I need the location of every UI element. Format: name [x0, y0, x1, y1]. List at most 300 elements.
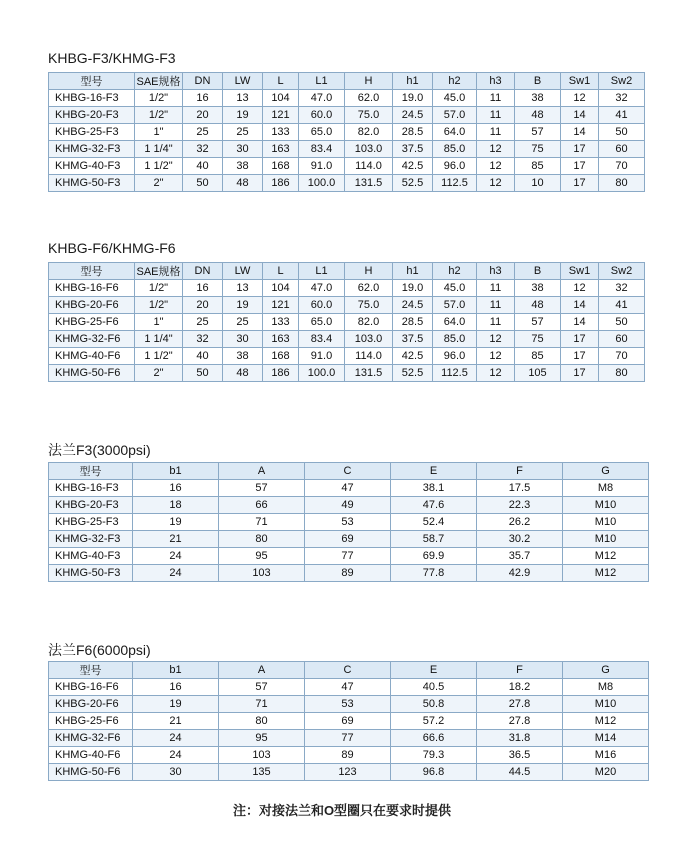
- table-row: [49, 314, 645, 331]
- table-cell: 77: [305, 548, 391, 565]
- table-cell: 22.3: [477, 497, 563, 514]
- table-cell: 30: [133, 764, 219, 781]
- table-row: [49, 175, 645, 192]
- table-cell: 12: [477, 141, 515, 158]
- table-cell: 12: [477, 331, 515, 348]
- model-cell: KHBG-16-F6: [49, 280, 135, 297]
- flange-table-f3: [48, 462, 649, 582]
- table-cell: 30.2: [477, 531, 563, 548]
- table-cell: 41: [599, 107, 645, 124]
- table-cell: 11: [477, 297, 515, 314]
- table-cell: 58.7: [391, 531, 477, 548]
- table-cell: 19: [133, 696, 219, 713]
- table-cell: 85: [515, 348, 561, 365]
- column-header: E: [391, 463, 477, 480]
- table-row: [49, 280, 645, 297]
- table-cell: 47.6: [391, 497, 477, 514]
- table-cell: 131.5: [345, 365, 393, 382]
- table-cell: 112.5: [433, 175, 477, 192]
- table-cell: 89: [305, 565, 391, 582]
- table-cell: 52.5: [393, 365, 433, 382]
- table-row: [49, 565, 649, 582]
- table-cell: 27.8: [477, 696, 563, 713]
- table-cell: 25: [223, 314, 263, 331]
- table-cell: 40: [183, 158, 223, 175]
- table-row: [49, 713, 649, 730]
- table-cell: 25: [183, 314, 223, 331]
- table-cell: 27.8: [477, 713, 563, 730]
- column-header: DN: [183, 73, 223, 90]
- section-title-khbg-f6: KHBG-F6/KHMG-F6: [48, 240, 176, 256]
- table-cell: 100.0: [299, 175, 345, 192]
- table-cell: 75.0: [345, 107, 393, 124]
- model-cell: KHMG-32-F3: [49, 141, 135, 158]
- table-cell: 38.1: [391, 480, 477, 497]
- table-cell: 1/2": [135, 90, 183, 107]
- table-cell: 14: [561, 107, 599, 124]
- table-cell: 19.0: [393, 280, 433, 297]
- column-header: 型号: [49, 662, 133, 679]
- column-header: F: [477, 662, 563, 679]
- model-cell: KHMG-32-F6: [49, 331, 135, 348]
- table-cell: 133: [263, 314, 299, 331]
- table-cell: 52.4: [391, 514, 477, 531]
- column-header: h3: [477, 73, 515, 90]
- model-cell: KHBG-25-F6: [49, 314, 135, 331]
- column-header: 型号: [49, 73, 135, 90]
- column-header: DN: [183, 263, 223, 280]
- table-cell: M10: [563, 514, 649, 531]
- table-cell: 2": [135, 175, 183, 192]
- table-cell: 2": [135, 365, 183, 382]
- table-cell: 83.4: [299, 141, 345, 158]
- table-cell: 19: [133, 514, 219, 531]
- column-header: b1: [133, 463, 219, 480]
- table-cell: 24.5: [393, 297, 433, 314]
- table-cell: 85: [515, 158, 561, 175]
- model-cell: KHMG-40-F6: [49, 348, 135, 365]
- table-cell: 38: [223, 348, 263, 365]
- table-row: [49, 331, 645, 348]
- table-cell: 21: [133, 713, 219, 730]
- table-cell: 60.0: [299, 107, 345, 124]
- table-cell: 57: [219, 480, 305, 497]
- table-cell: 14: [561, 297, 599, 314]
- section-title-flange-f6: 法兰F6(6000psi): [48, 642, 151, 658]
- table-cell: 50: [183, 365, 223, 382]
- table-cell: 42.5: [393, 158, 433, 175]
- table-cell: 17: [561, 175, 599, 192]
- column-header: H: [345, 263, 393, 280]
- table-cell: 24.5: [393, 107, 433, 124]
- table-cell: 35.7: [477, 548, 563, 565]
- table-cell: 75: [515, 331, 561, 348]
- table-cell: 1": [135, 314, 183, 331]
- table-cell: M12: [563, 565, 649, 582]
- column-header: LW: [223, 263, 263, 280]
- table-cell: 60: [599, 141, 645, 158]
- table-cell: 14: [561, 124, 599, 141]
- column-header: SAE规格: [135, 263, 183, 280]
- column-header: B: [515, 263, 561, 280]
- table-cell: 44.5: [477, 764, 563, 781]
- table-cell: 24: [133, 565, 219, 582]
- table-cell: 18.2: [477, 679, 563, 696]
- model-cell: KHMG-32-F6: [49, 730, 133, 747]
- table-cell: 36.5: [477, 747, 563, 764]
- table-cell: 19: [223, 107, 263, 124]
- table-row: [49, 141, 645, 158]
- table-cell: 13: [223, 90, 263, 107]
- model-cell: KHBG-25-F3: [49, 514, 133, 531]
- column-header: L: [263, 73, 299, 90]
- table-cell: 24: [133, 730, 219, 747]
- column-header: 型号: [49, 463, 133, 480]
- table-cell: 16: [133, 480, 219, 497]
- table-cell: 17: [561, 141, 599, 158]
- column-header: h3: [477, 263, 515, 280]
- table-cell: 168: [263, 158, 299, 175]
- table-cell: 28.5: [393, 124, 433, 141]
- table-cell: 42.9: [477, 565, 563, 582]
- model-cell: KHBG-20-F3: [49, 107, 135, 124]
- column-header: C: [305, 463, 391, 480]
- table-cell: 57: [515, 314, 561, 331]
- table-cell: 57.0: [433, 107, 477, 124]
- table-cell: 69: [305, 531, 391, 548]
- model-cell: KHBG-16-F3: [49, 480, 133, 497]
- table-row: [49, 548, 649, 565]
- table-cell: 1 1/4": [135, 331, 183, 348]
- table-cell: 10: [515, 175, 561, 192]
- table-cell: 16: [183, 90, 223, 107]
- table-cell: M14: [563, 730, 649, 747]
- table-cell: 75: [515, 141, 561, 158]
- table-cell: 11: [477, 124, 515, 141]
- table-cell: 105: [515, 365, 561, 382]
- column-header: B: [515, 73, 561, 90]
- column-header: 型号: [49, 263, 135, 280]
- table-cell: 26.2: [477, 514, 563, 531]
- table-cell: 85.0: [433, 141, 477, 158]
- table-cell: 12: [561, 90, 599, 107]
- table-cell: 75.0: [345, 297, 393, 314]
- table-cell: 16: [133, 679, 219, 696]
- table-cell: 163: [263, 141, 299, 158]
- table-cell: 91.0: [299, 348, 345, 365]
- table-row: [49, 348, 645, 365]
- table-cell: 12: [477, 175, 515, 192]
- table-cell: 50: [183, 175, 223, 192]
- model-cell: KHMG-50-F3: [49, 175, 135, 192]
- table-cell: 19.0: [393, 90, 433, 107]
- table-cell: 60.0: [299, 297, 345, 314]
- column-header: Sw2: [599, 263, 645, 280]
- table-cell: 45.0: [433, 90, 477, 107]
- table-cell: 38: [223, 158, 263, 175]
- table-cell: 65.0: [299, 124, 345, 141]
- table-cell: M8: [563, 679, 649, 696]
- table-cell: 114.0: [345, 348, 393, 365]
- table-cell: 186: [263, 365, 299, 382]
- table-cell: 66: [219, 497, 305, 514]
- table-cell: 11: [477, 90, 515, 107]
- table-cell: 24: [133, 548, 219, 565]
- table-cell: 40.5: [391, 679, 477, 696]
- column-header: C: [305, 662, 391, 679]
- table-cell: 12: [477, 348, 515, 365]
- table-cell: 1 1/2": [135, 158, 183, 175]
- table-cell: 14: [561, 314, 599, 331]
- table-cell: 38: [515, 280, 561, 297]
- column-header: G: [563, 662, 649, 679]
- table-cell: 62.0: [345, 90, 393, 107]
- table-cell: 32: [183, 141, 223, 158]
- table-cell: 32: [599, 280, 645, 297]
- table-cell: 30: [223, 331, 263, 348]
- table-cell: 121: [263, 107, 299, 124]
- table-cell: 1": [135, 124, 183, 141]
- table-cell: 50: [599, 124, 645, 141]
- model-cell: KHMG-50-F6: [49, 764, 133, 781]
- table-cell: 53: [305, 696, 391, 713]
- table-cell: 47: [305, 480, 391, 497]
- column-header: Sw2: [599, 73, 645, 90]
- table-cell: 135: [219, 764, 305, 781]
- section-title-khbg-f3: KHBG-F3/KHMG-F3: [48, 50, 176, 66]
- table-cell: 64.0: [433, 124, 477, 141]
- table-cell: 12: [477, 158, 515, 175]
- table-cell: 12: [561, 280, 599, 297]
- table-cell: 13: [223, 280, 263, 297]
- table-cell: 104: [263, 90, 299, 107]
- table-cell: 20: [183, 107, 223, 124]
- table-cell: 25: [223, 124, 263, 141]
- table-row: [49, 480, 649, 497]
- table-cell: 71: [219, 514, 305, 531]
- table-cell: 57.2: [391, 713, 477, 730]
- table-cell: 31.8: [477, 730, 563, 747]
- table-cell: 112.5: [433, 365, 477, 382]
- table-cell: 48: [223, 365, 263, 382]
- table-header-row: [49, 73, 645, 90]
- table-cell: 96.0: [433, 348, 477, 365]
- model-cell: KHMG-40-F3: [49, 158, 135, 175]
- table-cell: 32: [183, 331, 223, 348]
- column-header: b1: [133, 662, 219, 679]
- model-cell: KHBG-20-F6: [49, 297, 135, 314]
- table-cell: 104: [263, 280, 299, 297]
- table-cell: 47.0: [299, 90, 345, 107]
- table-cell: 83.4: [299, 331, 345, 348]
- column-header: A: [219, 662, 305, 679]
- table-cell: M8: [563, 480, 649, 497]
- table-cell: 57: [515, 124, 561, 141]
- table-cell: 69: [305, 713, 391, 730]
- table-cell: 1 1/2": [135, 348, 183, 365]
- table-row: [49, 158, 645, 175]
- table-cell: 20: [183, 297, 223, 314]
- table-cell: M10: [563, 531, 649, 548]
- table-row: [49, 696, 649, 713]
- section-title-flange-f3: 法兰F3(3000psi): [48, 442, 151, 458]
- table-cell: 40: [183, 348, 223, 365]
- table-cell: 1/2": [135, 297, 183, 314]
- table-row: [49, 679, 649, 696]
- table-cell: 17: [561, 331, 599, 348]
- table-cell: 37.5: [393, 331, 433, 348]
- table-cell: 48: [515, 107, 561, 124]
- table-cell: 95: [219, 730, 305, 747]
- model-cell: KHBG-16-F3: [49, 90, 135, 107]
- model-cell: KHBG-20-F3: [49, 497, 133, 514]
- column-header: Sw1: [561, 73, 599, 90]
- dimensions-table-f3: [48, 72, 645, 192]
- table-cell: 95: [219, 548, 305, 565]
- table-cell: 45.0: [433, 280, 477, 297]
- model-cell: KHMG-40-F6: [49, 747, 133, 764]
- table-cell: 17.5: [477, 480, 563, 497]
- table-cell: 50.8: [391, 696, 477, 713]
- table-cell: 42.5: [393, 348, 433, 365]
- table-cell: 131.5: [345, 175, 393, 192]
- table-cell: 1/2": [135, 107, 183, 124]
- table-cell: 123: [305, 764, 391, 781]
- column-header: Sw1: [561, 263, 599, 280]
- model-cell: KHBG-16-F6: [49, 679, 133, 696]
- table-cell: 60: [599, 331, 645, 348]
- column-header: SAE规格: [135, 73, 183, 90]
- table-row: [49, 90, 645, 107]
- table-cell: 41: [599, 297, 645, 314]
- table-cell: 17: [561, 348, 599, 365]
- table-header-row: [49, 662, 649, 679]
- table-header-row: [49, 263, 645, 280]
- table-cell: 1/2": [135, 280, 183, 297]
- table-cell: 91.0: [299, 158, 345, 175]
- table-cell: 69.9: [391, 548, 477, 565]
- table-cell: 65.0: [299, 314, 345, 331]
- table-cell: 17: [561, 158, 599, 175]
- model-cell: KHMG-32-F3: [49, 531, 133, 548]
- table-cell: 57.0: [433, 297, 477, 314]
- table-cell: 186: [263, 175, 299, 192]
- table-row: [49, 764, 649, 781]
- table-cell: 100.0: [299, 365, 345, 382]
- table-cell: M10: [563, 696, 649, 713]
- table-cell: 64.0: [433, 314, 477, 331]
- footnote: 注：对接法兰和O型圈只在要求时提供: [232, 803, 452, 818]
- table-row: [49, 365, 645, 382]
- column-header: h1: [393, 263, 433, 280]
- model-cell: KHBG-20-F6: [49, 696, 133, 713]
- table-cell: 70: [599, 158, 645, 175]
- table-row: [49, 497, 649, 514]
- table-row: [49, 531, 649, 548]
- column-header: A: [219, 463, 305, 480]
- table-cell: M12: [563, 713, 649, 730]
- table-cell: 163: [263, 331, 299, 348]
- table-cell: 133: [263, 124, 299, 141]
- table-cell: M16: [563, 747, 649, 764]
- column-header: h2: [433, 263, 477, 280]
- table-cell: 85.0: [433, 331, 477, 348]
- table-cell: 103: [219, 565, 305, 582]
- table-cell: 16: [183, 280, 223, 297]
- table-row: [49, 124, 645, 141]
- table-cell: 70: [599, 348, 645, 365]
- table-cell: 25: [183, 124, 223, 141]
- model-cell: KHMG-40-F3: [49, 548, 133, 565]
- table-cell: 80: [599, 175, 645, 192]
- table-cell: 47: [305, 679, 391, 696]
- model-cell: KHMG-50-F6: [49, 365, 135, 382]
- column-header: H: [345, 73, 393, 90]
- table-cell: 28.5: [393, 314, 433, 331]
- column-header: h1: [393, 73, 433, 90]
- model-cell: KHBG-25-F6: [49, 713, 133, 730]
- table-cell: M12: [563, 548, 649, 565]
- table-cell: 11: [477, 107, 515, 124]
- table-cell: 103.0: [345, 141, 393, 158]
- table-cell: 82.0: [345, 314, 393, 331]
- column-header: G: [563, 463, 649, 480]
- table-row: [49, 730, 649, 747]
- table-row: [49, 514, 649, 531]
- column-header: L1: [299, 73, 345, 90]
- table-cell: 53: [305, 514, 391, 531]
- table-row: [49, 297, 645, 314]
- table-cell: 71: [219, 696, 305, 713]
- table-cell: 82.0: [345, 124, 393, 141]
- column-header: L: [263, 263, 299, 280]
- table-cell: 11: [477, 280, 515, 297]
- table-cell: 12: [477, 365, 515, 382]
- table-cell: 80: [219, 531, 305, 548]
- table-cell: 79.3: [391, 747, 477, 764]
- table-row: [49, 107, 645, 124]
- table-cell: 89: [305, 747, 391, 764]
- table-cell: 96.0: [433, 158, 477, 175]
- table-cell: 80: [219, 713, 305, 730]
- table-cell: 103: [219, 747, 305, 764]
- table-cell: M10: [563, 497, 649, 514]
- table-row: [49, 747, 649, 764]
- table-cell: 21: [133, 531, 219, 548]
- table-cell: 114.0: [345, 158, 393, 175]
- table-cell: 1 1/4": [135, 141, 183, 158]
- column-header: F: [477, 463, 563, 480]
- flange-table-f6: [48, 661, 649, 781]
- table-cell: 48: [223, 175, 263, 192]
- column-header: LW: [223, 73, 263, 90]
- table-cell: 103.0: [345, 331, 393, 348]
- table-cell: 37.5: [393, 141, 433, 158]
- table-cell: 18: [133, 497, 219, 514]
- table-cell: 77: [305, 730, 391, 747]
- table-cell: 38: [515, 90, 561, 107]
- table-cell: 24: [133, 747, 219, 764]
- table-cell: 52.5: [393, 175, 433, 192]
- table-cell: 19: [223, 297, 263, 314]
- model-cell: KHMG-50-F3: [49, 565, 133, 582]
- table-cell: 32: [599, 90, 645, 107]
- column-header: L1: [299, 263, 345, 280]
- column-header: E: [391, 662, 477, 679]
- dimensions-table-f6: [48, 262, 645, 382]
- table-cell: 48: [515, 297, 561, 314]
- table-cell: 121: [263, 297, 299, 314]
